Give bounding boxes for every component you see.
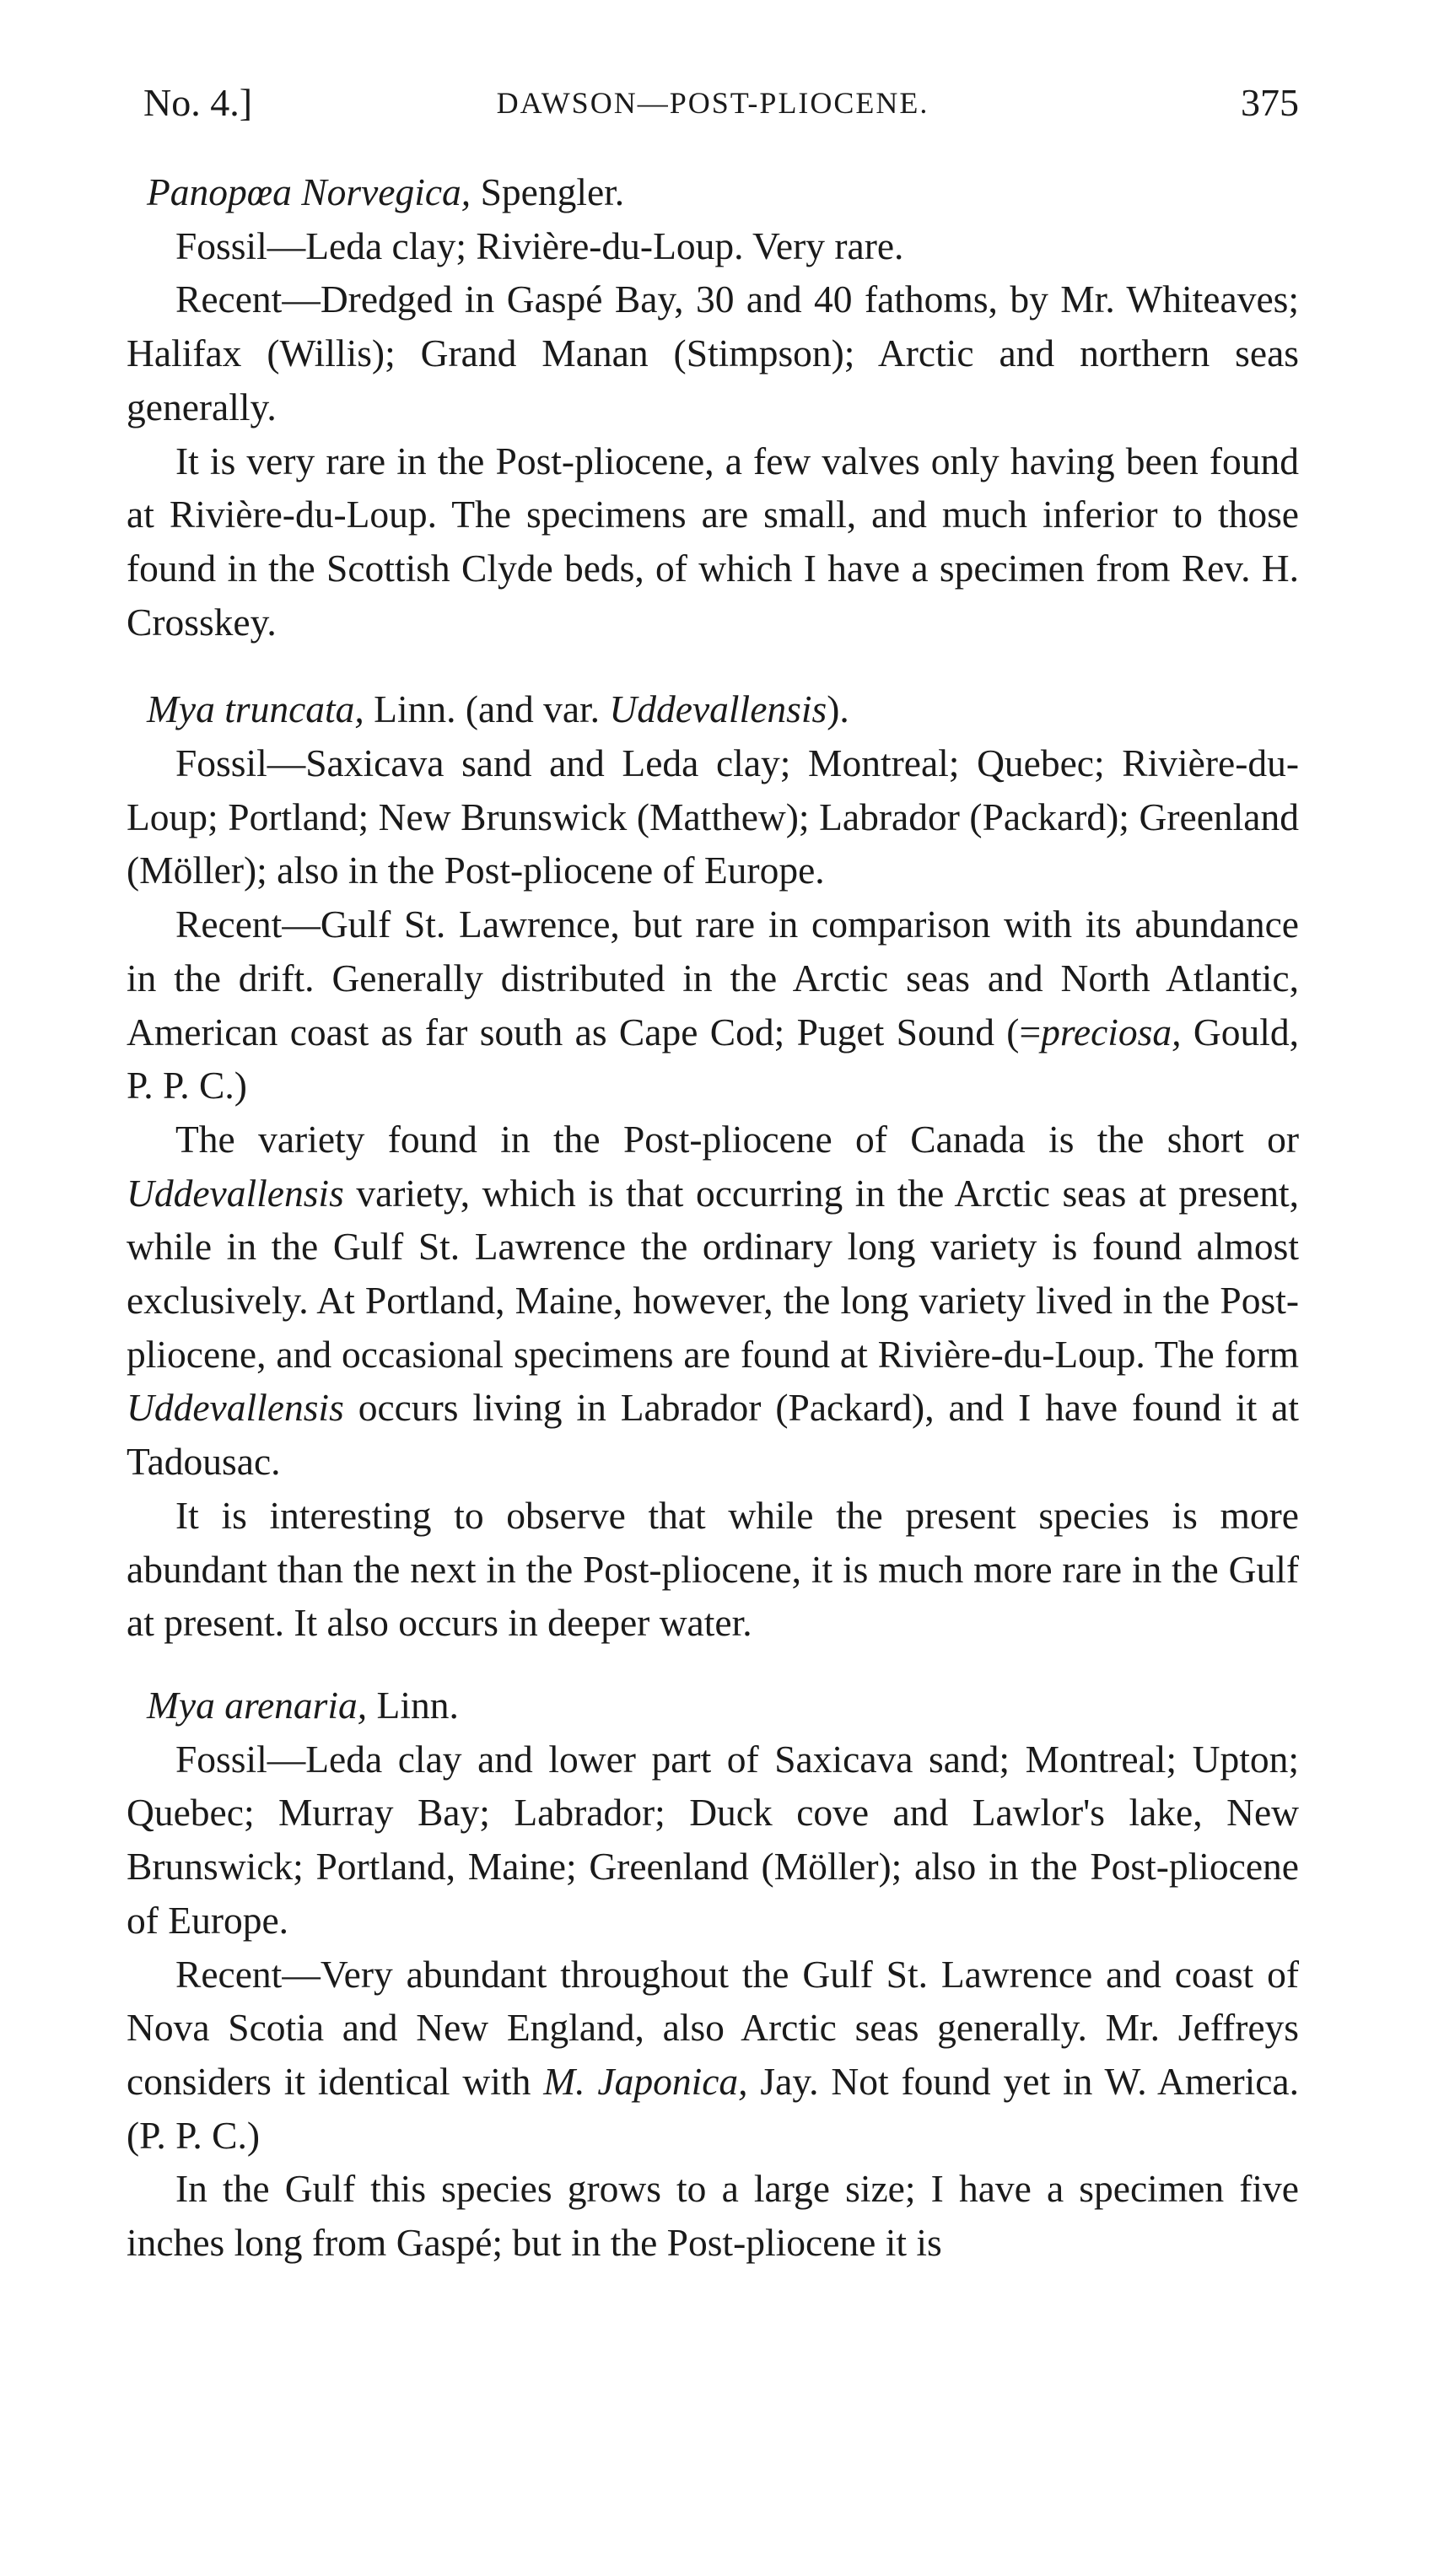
variety-name: Uddevallensis bbox=[127, 1386, 344, 1430]
species-authority: Spengler. bbox=[471, 170, 625, 213]
species-name: Mya arenaria, bbox=[147, 1683, 368, 1727]
species-authority: Linn. (and var. bbox=[364, 687, 610, 731]
page-body bbox=[127, 165, 1299, 2270]
note-paragraph: It is very rare in the Post-pliocene, a few valves only having been found at Rivière-du-Loup. The specimens are small, and much inferior to those found in the Scottish Clyde beds, of which I have a specimen from Rev. H. Crosskey. bbox=[127, 439, 1299, 644]
running-title: DAWSON—POST-PLIOCENE. bbox=[496, 86, 929, 120]
recent-text: Recent—Gulf St. Lawrence, but rare in comparison with its abundance in the drift. Generally distributed in the Arctic seas and North Atlantic, American coast as far south as Cape Cod; Puget Sound (= bbox=[127, 903, 1299, 1054]
species-heading bbox=[127, 682, 1299, 736]
note-text: The variety found in the Post-pliocene of Canada is the short or bbox=[175, 1117, 1299, 1161]
issue-number: No. 4.] bbox=[143, 81, 253, 124]
species-authority-end: ). bbox=[827, 687, 849, 731]
recent-text-end: Gould, P. P. C.) bbox=[127, 1010, 1300, 1107]
species-authority: Linn. bbox=[367, 1683, 459, 1727]
recent-paragraph: Recent—Dredged in Gaspé Bay, 30 and 40 fathoms, by Mr. Whiteaves; Halifax (Willis); Grand Manan (Stimpson); Arctic and northern seas generally. bbox=[127, 278, 1299, 428]
note-paragraph: In the Gulf this species grows to a large size; I have a specimen five inches long from Gaspé; but in the Post-pliocene it is bbox=[127, 2167, 1299, 2265]
species-reference: M. Japonica, bbox=[543, 2059, 748, 2103]
species-name: Mya truncata, bbox=[147, 687, 364, 731]
recent-paragraph bbox=[127, 897, 1299, 1113]
note-paragraph: It is interesting to observe that while the present species is more abundant than the next in the Post-pliocene, it is much more rare in the Gulf at present. It also occurs in deeper water. bbox=[127, 1493, 1299, 1645]
page-number: 375 bbox=[1241, 81, 1299, 124]
species-name: Panopœa Norvegica, bbox=[147, 170, 471, 213]
note-text: variety, which is that occurring in the Arctic seas at present, while in the Gulf St. Lawrence the ordinary long variety is found almost exclusively. At Portland, Maine, however, the long variety lived in the Post-pliocene, and occasional specimens are found at Rivière-du-Loup. The form bbox=[127, 1171, 1299, 1376]
species-heading bbox=[127, 1679, 1299, 1733]
fossil-paragraph: Fossil—Leda clay and lower part of Saxicava sand; Montreal; Upton; Quebec; Murray Bay; Labrador; Duck cove and Lawlor's lake, New Brunswick; Portland, Maine; Greenland (Möller); also in the Post-pliocene of Europe. bbox=[127, 1737, 1299, 1942]
variety-name: Uddevallensis bbox=[609, 687, 827, 731]
running-header bbox=[127, 80, 1299, 134]
species-heading bbox=[127, 165, 1299, 219]
synonym-name: preciosa, bbox=[1041, 1010, 1182, 1054]
note-text: occurs living in Labrador (Packard), and I have found it at Tadousac. bbox=[127, 1386, 1299, 1484]
recent-paragraph bbox=[127, 1948, 1299, 2163]
recent-text: Recent—Very abundant throughout the Gulf St. Lawrence and coast of Nova Scotia and New England, also Arctic seas generally. Mr. Jeffreys considers it identical with bbox=[127, 1952, 1299, 2103]
fossil-paragraph: Fossil—Leda clay; Rivière-du-Loup. Very rare. bbox=[175, 224, 904, 267]
variety-name: Uddevallensis bbox=[127, 1171, 344, 1215]
note-paragraph bbox=[127, 1113, 1299, 1489]
recent-text-end: Jay. Not found yet in W. America. (P. P. C.) bbox=[127, 2059, 1300, 2157]
fossil-paragraph: Fossil—Saxicava sand and Leda clay; Montreal; Quebec; Rivière-du-Loup; Portland; New Brunswick (Matthew); Labrador (Packard); Greenland (Möller); also in the Post-pliocene of Europe. bbox=[127, 741, 1299, 892]
